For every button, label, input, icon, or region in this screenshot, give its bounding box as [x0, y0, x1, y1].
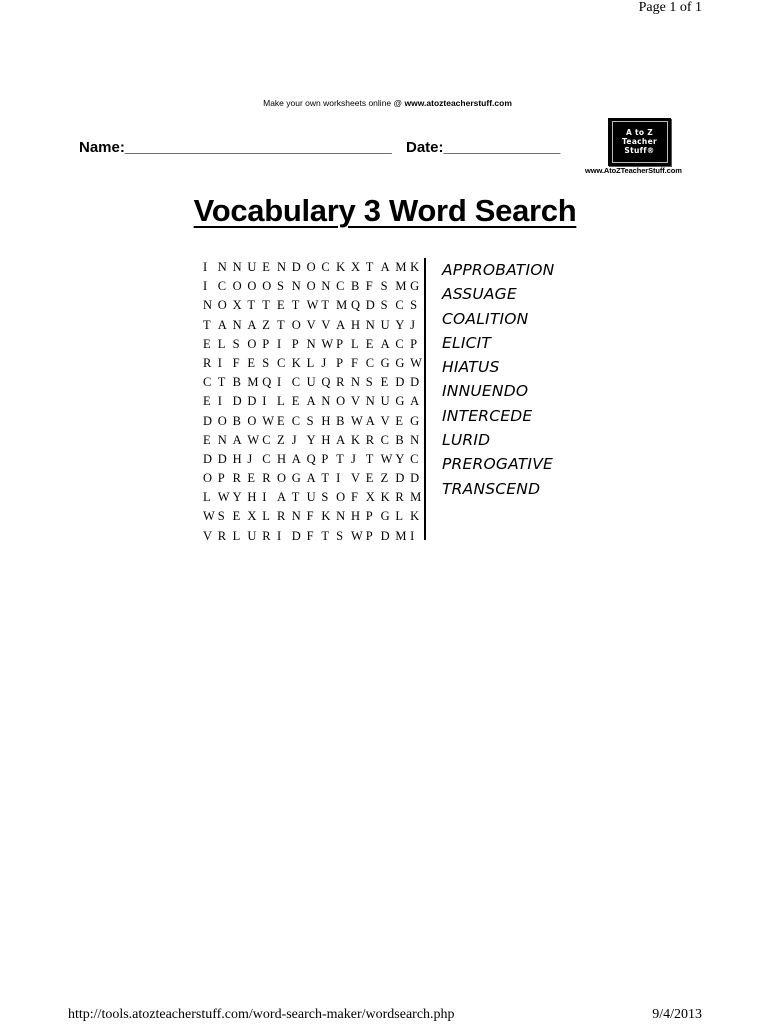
grid-cell: L: [232, 528, 241, 543]
grid-cell: A: [291, 451, 301, 466]
grid-row: [203, 373, 425, 392]
word-list-item: APPROBATION: [442, 261, 555, 279]
grid-cell: W: [306, 298, 319, 313]
logo-line-2: Teacher: [622, 137, 657, 146]
grid-cell: E: [276, 413, 285, 428]
grid-cell: H: [350, 317, 360, 332]
grid-row: [203, 431, 425, 450]
grid-cell: A: [232, 432, 242, 447]
grid-cell: Z: [380, 471, 389, 486]
grid-cell: T: [336, 451, 344, 466]
grid-cell: R: [262, 528, 271, 543]
grid-cell: N: [276, 260, 287, 274]
grid-cell: C: [217, 279, 227, 294]
grid-cell: S: [262, 355, 270, 370]
grid-cell: N: [336, 509, 346, 524]
grid-cell: Q: [321, 375, 331, 390]
logo-line-3: Stuff®: [624, 146, 655, 155]
grid-row: [203, 354, 425, 373]
grid-cell: D: [410, 471, 420, 486]
grid-row: [203, 335, 425, 354]
grid-cell: I: [276, 528, 282, 543]
grid-cell: N: [410, 432, 420, 447]
letter-grid: [203, 258, 425, 546]
grid-cell: D: [203, 413, 213, 428]
grid-cell: W: [262, 413, 274, 428]
grid-cell: E: [262, 260, 270, 274]
word-list-item: COALITION: [442, 309, 529, 328]
grid-cell: I: [203, 279, 208, 294]
atoz-logo: [608, 118, 671, 166]
grid-cell: N: [321, 279, 331, 294]
grid-cell: Y: [306, 432, 316, 447]
word-list-item: ELICIT: [442, 333, 492, 352]
grid-cell: N: [217, 260, 227, 274]
grid-row: [203, 488, 425, 507]
grid-cell: S: [276, 279, 284, 294]
grid-cell: K: [321, 509, 331, 524]
grid-cell: X: [365, 490, 375, 505]
grid-cell: A: [306, 394, 316, 409]
grid-cell: S: [410, 298, 418, 313]
grid-cell: P: [217, 471, 225, 486]
grid-cell: I: [410, 528, 415, 543]
grid-cell: L: [306, 355, 315, 370]
grid-cell: P: [410, 336, 418, 351]
promo-link[interactable]: www.atozteacherstuff.com: [404, 98, 512, 108]
grid-cell: W: [217, 490, 230, 505]
grid-cell: E: [203, 394, 211, 409]
grid-cell: Y: [395, 317, 405, 332]
grid-cell: S: [217, 509, 225, 524]
word-list-item: HIATUS: [442, 358, 500, 377]
grid-cell: E: [247, 471, 256, 486]
grid-cell: A: [365, 413, 375, 428]
grid-cell: N: [203, 298, 213, 313]
grid-row: [203, 316, 425, 335]
grid-cell: W: [321, 336, 334, 351]
grid-cell: O: [247, 336, 257, 351]
grid-cell: E: [395, 413, 403, 428]
grid-cell: D: [217, 451, 227, 466]
grid-cell: W: [350, 528, 363, 543]
grid-cell: O: [262, 279, 272, 294]
grid-cell: S: [365, 375, 373, 390]
grid-cell: Y: [232, 490, 242, 505]
grid-cell: J: [350, 451, 356, 466]
grid-cell: B: [232, 375, 241, 390]
grid-cell: B: [336, 413, 345, 428]
grid-cell: Z: [276, 432, 285, 447]
grid-cell: N: [217, 432, 227, 447]
grid-cell: Y: [395, 451, 405, 466]
grid-cell: G: [395, 394, 405, 409]
word-list: [442, 258, 554, 501]
grid-cell: D: [395, 471, 405, 486]
grid-cell: L: [262, 509, 270, 524]
grid-cell: P: [365, 509, 373, 524]
grid-cell: I: [203, 260, 208, 274]
grid-cell: T: [365, 260, 374, 274]
grid-cell: F: [232, 355, 240, 370]
grid-cell: N: [365, 317, 375, 332]
grid-cell: K: [336, 260, 346, 274]
grid-cell: S: [380, 279, 388, 294]
grid-cell: O: [247, 279, 257, 294]
word-list-item: INNUENDO: [442, 382, 529, 401]
grid-cell: V: [203, 528, 213, 543]
grid-cell: O: [203, 471, 213, 486]
logo-frame: [612, 121, 668, 163]
grid-cell: O: [306, 260, 316, 274]
grid-cell: C: [321, 260, 330, 274]
grid-cell: K: [380, 490, 390, 505]
grid-cell: V: [350, 394, 360, 409]
grid-cell: E: [203, 432, 211, 447]
grid-cell: C: [410, 451, 419, 466]
grid-cell: F: [365, 279, 373, 294]
grid-cell: H: [321, 413, 331, 428]
grid-cell: F: [350, 490, 358, 505]
grid-cell: E: [232, 509, 241, 524]
grid-cell: T: [291, 298, 300, 313]
grid-cell: U: [380, 317, 390, 332]
grid-cell: D: [247, 394, 257, 409]
grid-cell: N: [350, 375, 360, 390]
grid-cell: A: [217, 317, 227, 332]
grid-cell: R: [276, 509, 286, 524]
grid-cell: O: [306, 279, 316, 294]
grid-cell: Z: [262, 317, 270, 332]
grid-cell: P: [336, 355, 344, 370]
grid-cell: N: [306, 336, 316, 351]
grid-cell: T: [217, 375, 226, 390]
name-date-row: [79, 139, 560, 156]
word-list-item: LURID: [442, 431, 491, 450]
grid-cell: D: [380, 528, 390, 543]
grid-row: [203, 392, 425, 411]
grid-cell: F: [350, 355, 358, 370]
grid-cell: R: [262, 471, 271, 486]
grid-cell: L: [350, 336, 359, 351]
grid-cell: A: [247, 317, 257, 332]
grid-cell: D: [410, 375, 420, 390]
grid-row: [203, 412, 425, 431]
grid-cell: S: [336, 528, 344, 543]
grid-row: [203, 258, 425, 277]
grid-cell: L: [276, 394, 285, 409]
grid-cell: Q: [262, 375, 272, 390]
grid-cell: C: [365, 355, 375, 370]
grid-cell: K: [350, 432, 360, 447]
grid-cell: C: [291, 375, 301, 390]
grid-cell: L: [217, 336, 226, 351]
grid-cell: R: [217, 528, 227, 543]
grid-cell: E: [247, 355, 256, 370]
grid-cell: M: [395, 260, 407, 274]
grid-cell: R: [365, 432, 375, 447]
grid-cell: G: [291, 471, 301, 486]
grid-cell: K: [410, 260, 420, 274]
grid-cell: D: [203, 451, 213, 466]
grid-cell: M: [410, 490, 422, 505]
grid-cell: C: [336, 279, 345, 294]
grid-cell: H: [276, 451, 287, 466]
grid-cell: C: [276, 355, 286, 370]
grid-cell: T: [321, 528, 330, 543]
grid-cell: O: [247, 413, 257, 428]
grid-cell: M: [336, 298, 348, 313]
grid-cell: N: [291, 279, 301, 294]
grid-cell: E: [203, 336, 211, 351]
grid-cell: A: [336, 432, 346, 447]
footer-url: http://tools.atozteacherstuff.com/word-search-maker/wordsearch.php: [68, 1007, 455, 1022]
grid-cell: T: [365, 451, 374, 466]
grid-cell: W: [350, 413, 363, 428]
grid-cell: P: [291, 336, 299, 351]
grid-cell: U: [306, 375, 316, 390]
grid-cell: S: [380, 298, 388, 313]
promo-text: Make your own worksheets online @: [263, 98, 405, 108]
grid-cell: P: [365, 528, 373, 543]
word-list-item: TRANSCEND: [442, 479, 541, 498]
grid-cell: F: [306, 528, 314, 543]
grid-cell: A: [276, 490, 287, 505]
grid-cell: O: [276, 471, 287, 486]
grid-cell: R: [395, 490, 404, 505]
grid-cell: D: [291, 260, 301, 274]
grid-row: [203, 507, 425, 526]
grid-cell: B: [232, 413, 241, 428]
grid-cell: W: [380, 451, 393, 466]
grid-cell: D: [232, 394, 242, 409]
logo-line-1: A to Z: [625, 128, 653, 137]
grid-cell: G: [410, 279, 420, 294]
grid-cell: M: [395, 528, 407, 543]
grid-cell: R: [203, 355, 212, 370]
grid-cell: O: [336, 394, 346, 409]
grid-cell: D: [395, 375, 405, 390]
grid-cell: T: [321, 471, 330, 486]
grid-cell: I: [262, 394, 267, 409]
grid-cell: N: [321, 394, 331, 409]
grid-cell: E: [365, 336, 374, 351]
grid-cell: W: [410, 355, 422, 370]
grid-cell: E: [276, 298, 285, 313]
grid-cell: T: [247, 298, 256, 313]
name-field: Name:________________________________: [79, 139, 392, 156]
grid-cell: O: [232, 279, 242, 294]
grid-cell: U: [247, 528, 257, 543]
grid-cell: X: [247, 509, 257, 524]
grid-cell: C: [395, 336, 404, 351]
grid-cell: Q: [350, 298, 360, 313]
grid-cell: S: [321, 490, 329, 505]
grid-row: [203, 296, 425, 315]
grid-cell: T: [262, 298, 270, 313]
grid-cell: P: [262, 336, 270, 351]
grid-cell: V: [380, 413, 390, 428]
grid-cell: I: [276, 336, 282, 351]
grid-cell: V: [350, 471, 360, 486]
grid-cell: N: [291, 509, 301, 524]
grid-cell: I: [217, 355, 222, 370]
worksheet-title: Vocabulary 3 Word Search: [193, 193, 577, 228]
grid-row: [203, 469, 425, 488]
grid-cell: J: [410, 317, 416, 332]
logo-url: www.AtoZTeacherStuff.com: [585, 166, 682, 175]
grid-cell: G: [395, 355, 405, 370]
promo-line: [0, 98, 770, 108]
word-list-item: INTERCEDE: [442, 406, 533, 425]
grid-cell: P: [336, 336, 344, 351]
grid-cell: C: [395, 298, 404, 313]
grid-cell: W: [247, 432, 260, 447]
grid-cell: J: [247, 451, 253, 466]
grid-cell: U: [247, 260, 257, 274]
grid-cell: D: [365, 298, 375, 313]
grid-cell: I: [262, 490, 267, 505]
grid-cell: A: [380, 260, 390, 274]
grid-cell: U: [380, 394, 390, 409]
grid-divider: [424, 258, 426, 540]
grid-cell: K: [410, 509, 420, 524]
worksheet-title-wrap: [0, 193, 770, 229]
grid-cell: I: [276, 375, 282, 390]
grid-cell: I: [336, 471, 341, 486]
grid-cell: J: [291, 432, 297, 447]
grid-cell: X: [350, 260, 360, 274]
page-number: Page 1 of 1: [638, 0, 702, 15]
grid-cell: C: [262, 432, 271, 447]
grid-cell: C: [291, 413, 301, 428]
grid-cell: D: [291, 528, 301, 543]
grid-row: [203, 277, 425, 296]
grid-cell: B: [395, 432, 404, 447]
grid-cell: I: [217, 394, 222, 409]
grid-cell: E: [380, 375, 389, 390]
grid-cell: H: [321, 432, 331, 447]
grid-cell: A: [336, 317, 346, 332]
grid-cell: M: [247, 375, 259, 390]
grid-cell: H: [350, 509, 360, 524]
grid-cell: G: [410, 413, 420, 428]
grid-cell: A: [380, 336, 390, 351]
grid-cell: G: [380, 355, 390, 370]
grid-cell: N: [232, 260, 242, 274]
grid-cell: V: [321, 317, 331, 332]
grid-cell: N: [232, 317, 242, 332]
grid-cell: X: [232, 298, 242, 313]
grid-cell: L: [395, 509, 403, 524]
grid-cell: R: [232, 471, 241, 486]
grid-cell: K: [291, 355, 301, 370]
grid-cell: S: [232, 336, 240, 351]
grid-cell: H: [232, 451, 242, 466]
grid-cell: G: [380, 509, 390, 524]
grid-cell: T: [203, 317, 211, 332]
grid-cell: P: [321, 451, 329, 466]
grid-cell: C: [203, 375, 212, 390]
grid-cell: H: [247, 490, 257, 505]
grid-cell: C: [380, 432, 389, 447]
word-list-item: PREROGATIVE: [442, 455, 554, 474]
grid-cell: M: [395, 279, 407, 294]
grid-cell: T: [321, 298, 330, 313]
grid-cell: E: [365, 471, 374, 486]
grid-cell: A: [306, 471, 316, 486]
grid-cell: Q: [306, 451, 316, 466]
grid-cell: O: [217, 298, 227, 313]
word-list-item: ASSUAGE: [442, 285, 517, 304]
grid-cell: O: [336, 490, 346, 505]
grid-cell: S: [306, 413, 314, 428]
grid-cell: A: [410, 394, 420, 409]
grid-row: [203, 450, 425, 469]
grid-cell: V: [306, 317, 316, 332]
grid-cell: C: [262, 451, 271, 466]
grid-cell: B: [350, 279, 360, 294]
grid-cell: N: [365, 394, 375, 409]
grid-cell: T: [291, 490, 300, 505]
grid-cell: O: [217, 413, 227, 428]
grid-cell: L: [203, 490, 211, 505]
grid-cell: R: [336, 375, 345, 390]
grid-cell: O: [291, 317, 301, 332]
footer-date: 9/4/2013: [652, 1007, 702, 1022]
grid-cell: W: [203, 509, 215, 524]
grid-cell: E: [291, 394, 300, 409]
date-field: Date:______________: [405, 139, 561, 156]
grid-cell: T: [276, 317, 285, 332]
grid-row: [203, 527, 425, 546]
grid-cell: F: [306, 509, 314, 524]
grid-cell: U: [306, 490, 316, 505]
grid-cell: J: [321, 355, 327, 370]
